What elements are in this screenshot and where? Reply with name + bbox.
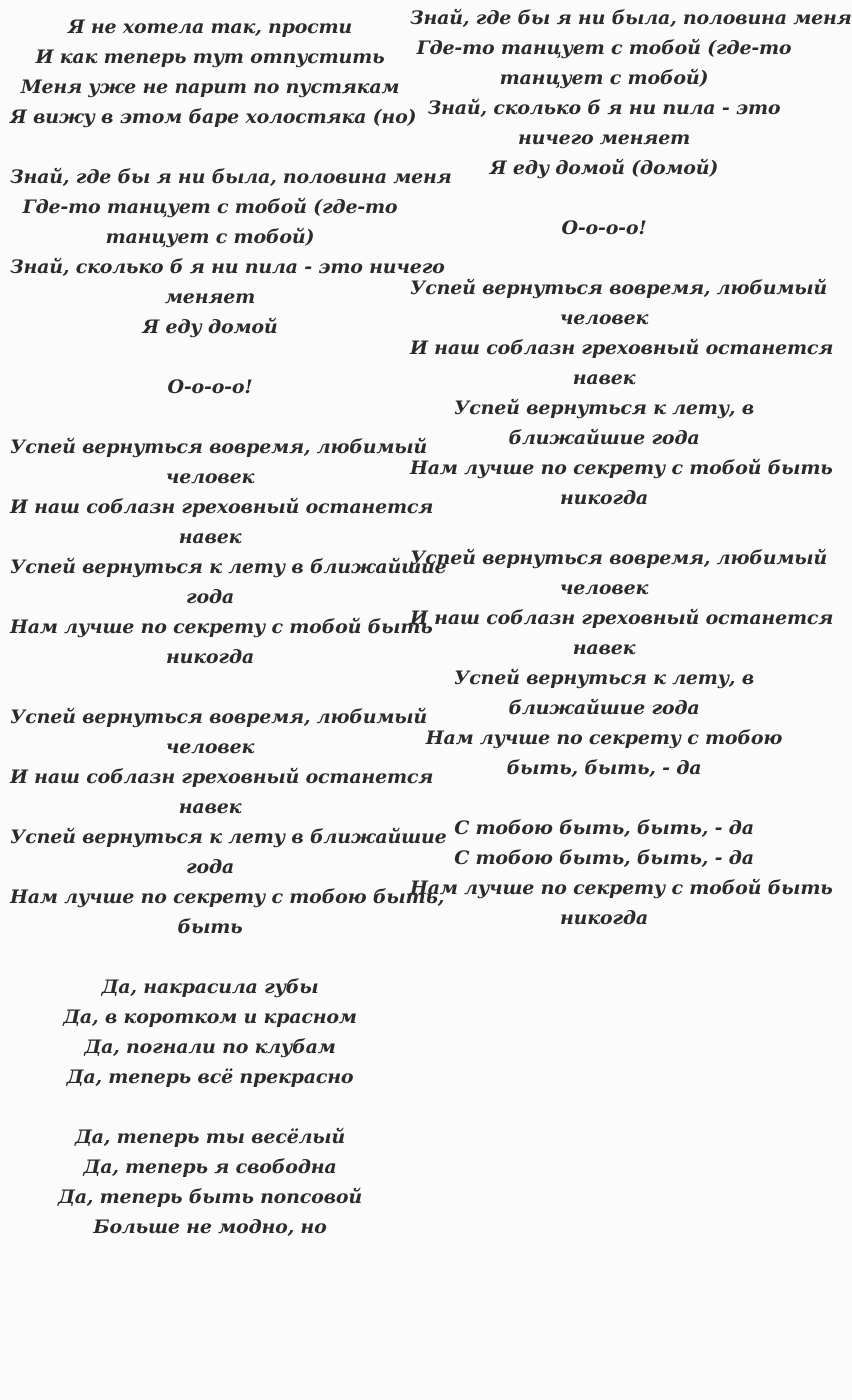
lyric-line: И наш соблазн греховный останется <box>410 607 834 629</box>
lyric-line: навек <box>572 367 636 389</box>
lyric-line: Да, в коротком и красном <box>63 1006 357 1028</box>
lyric-line: танцует с тобой) <box>499 67 709 89</box>
lyric-line: Знай, где бы я ни была, половина меня <box>10 166 452 188</box>
stanza-break <box>10 132 410 162</box>
lyric-line: Где-то танцует с тобой (где-то <box>416 37 792 59</box>
lyric-line: быть, быть, - да <box>506 757 702 779</box>
stanza-break <box>10 1092 410 1122</box>
lyric-line: Да, теперь ты весёлый <box>74 1126 346 1148</box>
lyric-line: Я не хотела так, прости <box>67 16 353 38</box>
lyrics-column-left <box>10 12 452 1242</box>
lyric-line: быть <box>177 916 243 938</box>
lyric-line: Да, теперь быть попсовой <box>58 1186 362 1208</box>
lyric-line: И наш соблазн греховный останется <box>10 496 434 518</box>
lyric-line: Я еду домой (домой) <box>489 157 719 179</box>
lyric-line: И наш соблазн греховный останется <box>10 766 434 788</box>
lyric-line: человек <box>559 307 649 329</box>
lyric-line: года <box>185 856 235 878</box>
stanza-break <box>410 243 798 273</box>
lyric-line: навек <box>572 637 636 659</box>
lyric-line: навек <box>178 796 242 818</box>
lyric-line: Знай, сколько б я ни пила - это <box>427 97 781 119</box>
lyric-line: Успей вернуться к лету, в <box>454 397 754 419</box>
lyric-line: Нам лучше по секрету с тобой быть <box>10 616 433 638</box>
lyric-line: Да, теперь я свободна <box>83 1156 337 1178</box>
lyric-line: Успей вернуться вовремя, любимый <box>10 706 428 728</box>
lyric-line: навек <box>178 526 242 548</box>
stanza-break <box>10 342 410 372</box>
lyric-line: Знай, где бы я ни была, половина меня <box>410 7 852 29</box>
stanza-break <box>10 672 410 702</box>
stanza-break <box>410 183 798 213</box>
lyric-line: Больше не модно, но <box>93 1216 327 1238</box>
lyric-line: И наш соблазн греховный останется <box>410 337 834 359</box>
lyric-line: Нам лучше по секрету с тобой быть <box>410 877 833 899</box>
lyric-line: Я вижу в этом баре холостяка (но) <box>10 106 417 128</box>
lyric-line: меняет <box>164 286 256 308</box>
stanza-break <box>10 402 410 432</box>
lyric-line: года <box>185 586 235 608</box>
lyric-line: Нам лучше по секрету с тобою быть, <box>10 886 445 908</box>
stanza-break <box>410 783 798 813</box>
lyric-line: Да, теперь всё прекрасно <box>66 1066 354 1088</box>
lyric-line: человек <box>165 736 255 758</box>
lyric-line: никогда <box>559 907 648 929</box>
lyric-line: Успей вернуться к лету в ближайшие <box>10 826 447 848</box>
lyric-line: Успей вернуться вовремя, любимый <box>410 547 828 569</box>
lyric-line: Знай, сколько б я ни пила - это ничего <box>10 256 445 278</box>
lyric-line: человек <box>165 466 255 488</box>
lyric-line: ближайшие года <box>508 427 700 449</box>
lyric-line: Да, погнали по клубам <box>84 1036 336 1058</box>
lyric-line: О-о-о-о! <box>561 217 647 239</box>
lyric-line: Успей вернуться к лету, в <box>454 667 754 689</box>
lyrics-column-right <box>410 3 852 933</box>
lyric-line: С тобою быть, быть, - да <box>454 817 754 839</box>
stanza-break <box>410 513 798 543</box>
lyric-line: Меня уже не парит по пустякам <box>20 76 400 98</box>
lyric-line: ближайшие года <box>508 697 700 719</box>
stanza-break <box>10 942 410 972</box>
lyric-line: никогда <box>165 646 254 668</box>
lyric-line: С тобою быть, быть, - да <box>454 847 754 869</box>
lyric-line: никогда <box>559 487 648 509</box>
lyric-line: Нам лучше по секрету с тобой быть <box>410 457 833 479</box>
lyric-line: Я еду домой <box>142 316 278 338</box>
lyric-line: Успей вернуться вовремя, любимый <box>410 277 828 299</box>
lyric-line: Где-то танцует с тобой (где-то <box>22 196 398 218</box>
lyric-line: ничего меняет <box>517 127 691 149</box>
lyric-line: танцует с тобой) <box>105 226 315 248</box>
lyric-line: Нам лучше по секрету с тобою <box>425 727 783 749</box>
lyric-line: И как теперь тут отпустить <box>35 46 385 68</box>
lyric-line: Успей вернуться вовремя, любимый <box>10 436 428 458</box>
lyric-line: О-о-о-о! <box>167 376 253 398</box>
lyric-line: человек <box>559 577 649 599</box>
lyric-line: Успей вернуться к лету в ближайшие <box>10 556 447 578</box>
lyric-line: Да, накрасила губы <box>101 976 319 998</box>
